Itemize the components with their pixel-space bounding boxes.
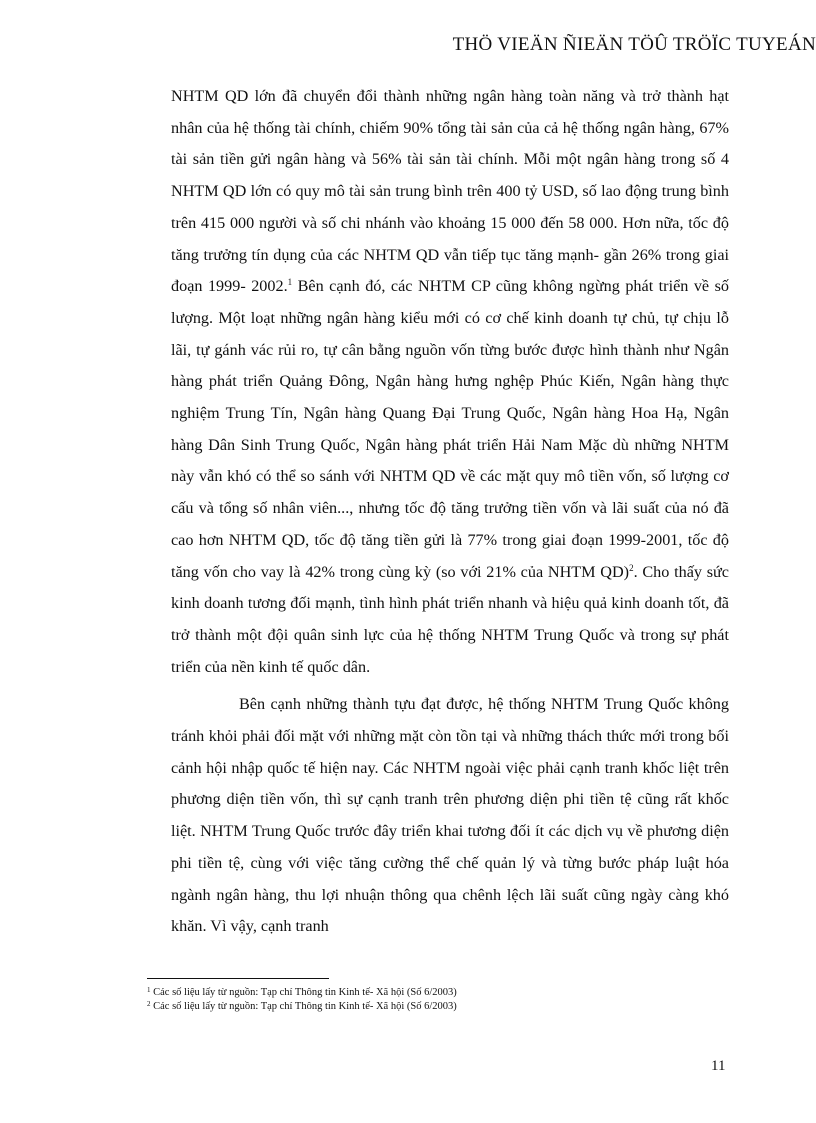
footnote-ref-2[interactable]: 2	[629, 562, 634, 573]
paragraph-1	[171, 81, 729, 683]
body-text	[171, 81, 729, 943]
page-number: 11	[711, 1058, 726, 1074]
footnote-mark-1: 1	[147, 986, 151, 994]
footnote-1	[147, 986, 707, 1000]
footnote-ref-1[interactable]: 1	[287, 277, 293, 288]
paragraph-1-part-1: NHTM QD lớn đã chuyển đổi thành những ngân hàng toàn năng và trở thành hạt nhân của hệ thống tài chính, chiếm 90% tổng tài sản của cả hệ thống ngân hàng, 67% tài sản tiền gửi ngân hàng và 56% tài sản tài chính. Mỗi một ngân hàng trong số 4 NHTM QD lớn có quy mô tài sản trung bình trên 400 tỷ USD, số lao động trung bình trên 415 000 người và số chi nhánh vào khoảng 15 000 đến 58 000. Hơn nữa, tốc độ tăng trưởng tín dụng của các NHTM QD vẫn tiếp tục tăng mạnh- gần 26% trong giai đoạn 1999- 2002.	[171, 87, 729, 296]
footnote-separator	[147, 978, 329, 979]
paragraph-1-part-3: . Cho thấy sức kinh doanh tương đối mạnh, tình hình phát triển nhanh và hiệu quả kinh doanh tốt, đã trở thành một đội quân sinh lực của hệ thống NHTM Trung Quốc và trong sự phát triển của nền kinh tế quốc dân.	[171, 562, 729, 676]
footnote-2	[147, 1000, 707, 1014]
paragraph-2: Bên cạnh những thành tựu đạt được, hệ thống NHTM Trung Quốc không tránh khỏi phải đối mặt với những mặt còn tồn tại và những thách thức mới trong bối cảnh hội nhập quốc tế hiện nay. Các NHTM ngoài việc phải cạnh tranh khốc liệt trên phương diện tiền vốn, thì sự cạnh tranh trên phương diện phi tiền tệ cũng rất khốc liệt. NHTM Trung Quốc trước đây triển khai tương đối ít các dịch vụ về phương diện phi tiền tệ, cùng với việc tăng cường thể chế quản lý và từng bước pháp luật hóa ngành ngân hàng, thu lợi nhuận thông qua chênh lệch lãi suất cũng ngày càng khó khăn. Vì vậy, cạnh tranh	[171, 695, 729, 936]
footnote-2-text: Các số liệu lấy từ nguồn: Tạp chí Thông tin Kinh tế- Xã hội (Số 6/2003)	[150, 1000, 457, 1012]
running-header: THÖ VIEÄN ÑIEÄN TÖÛ TRÖÏC TUYEÁN	[452, 34, 816, 55]
paragraph-1-part-2: Bên cạnh đó, các NHTM CP cũng không ngừng phát triển về số lượng. Một loạt những ngân hàng kiểu mới có cơ chế kinh doanh tự chủ, tự chịu lỗ lãi, tự gánh vác rủi ro, tự cân bằng nguồn vốn từng bước được hình thành như Ngân hàng phát triển Quảng Đông, Ngân hàng hưng nghệp Phúc Kiến, Ngân hàng thực nghiệm Trung Tín, Ngân hàng Quang Đại Trung Quốc, Ngân hàng Hoa Hạ, Ngân hàng Dân Sinh Trung Quốc, Ngân hàng phát triển Hải Nam Mặc dù những NHTM này vẫn khó có thể so sánh với NHTM QD về các mặt quy mô tiền vốn, số lượng cơ cấu và tổng số nhân viên..., nhưng tốc độ tăng trưởng tiền vốn và lãi suất của nó đã cao hơn NHTM QD, tốc độ tăng tiền gửi là 77% trong giai đoạn 1999-2001, tốc độ tăng vốn cho vay là 42% trong cùng kỳ (so với 21% của NHTM QD)	[171, 277, 729, 581]
footnote-mark-2: 2	[147, 999, 151, 1008]
footnote-1-text: Các số liệu lấy từ nguồn: Tạp chí Thông tin Kinh tế- Xã hội (Số 6/2003)	[150, 987, 457, 998]
footnotes	[147, 986, 707, 1013]
